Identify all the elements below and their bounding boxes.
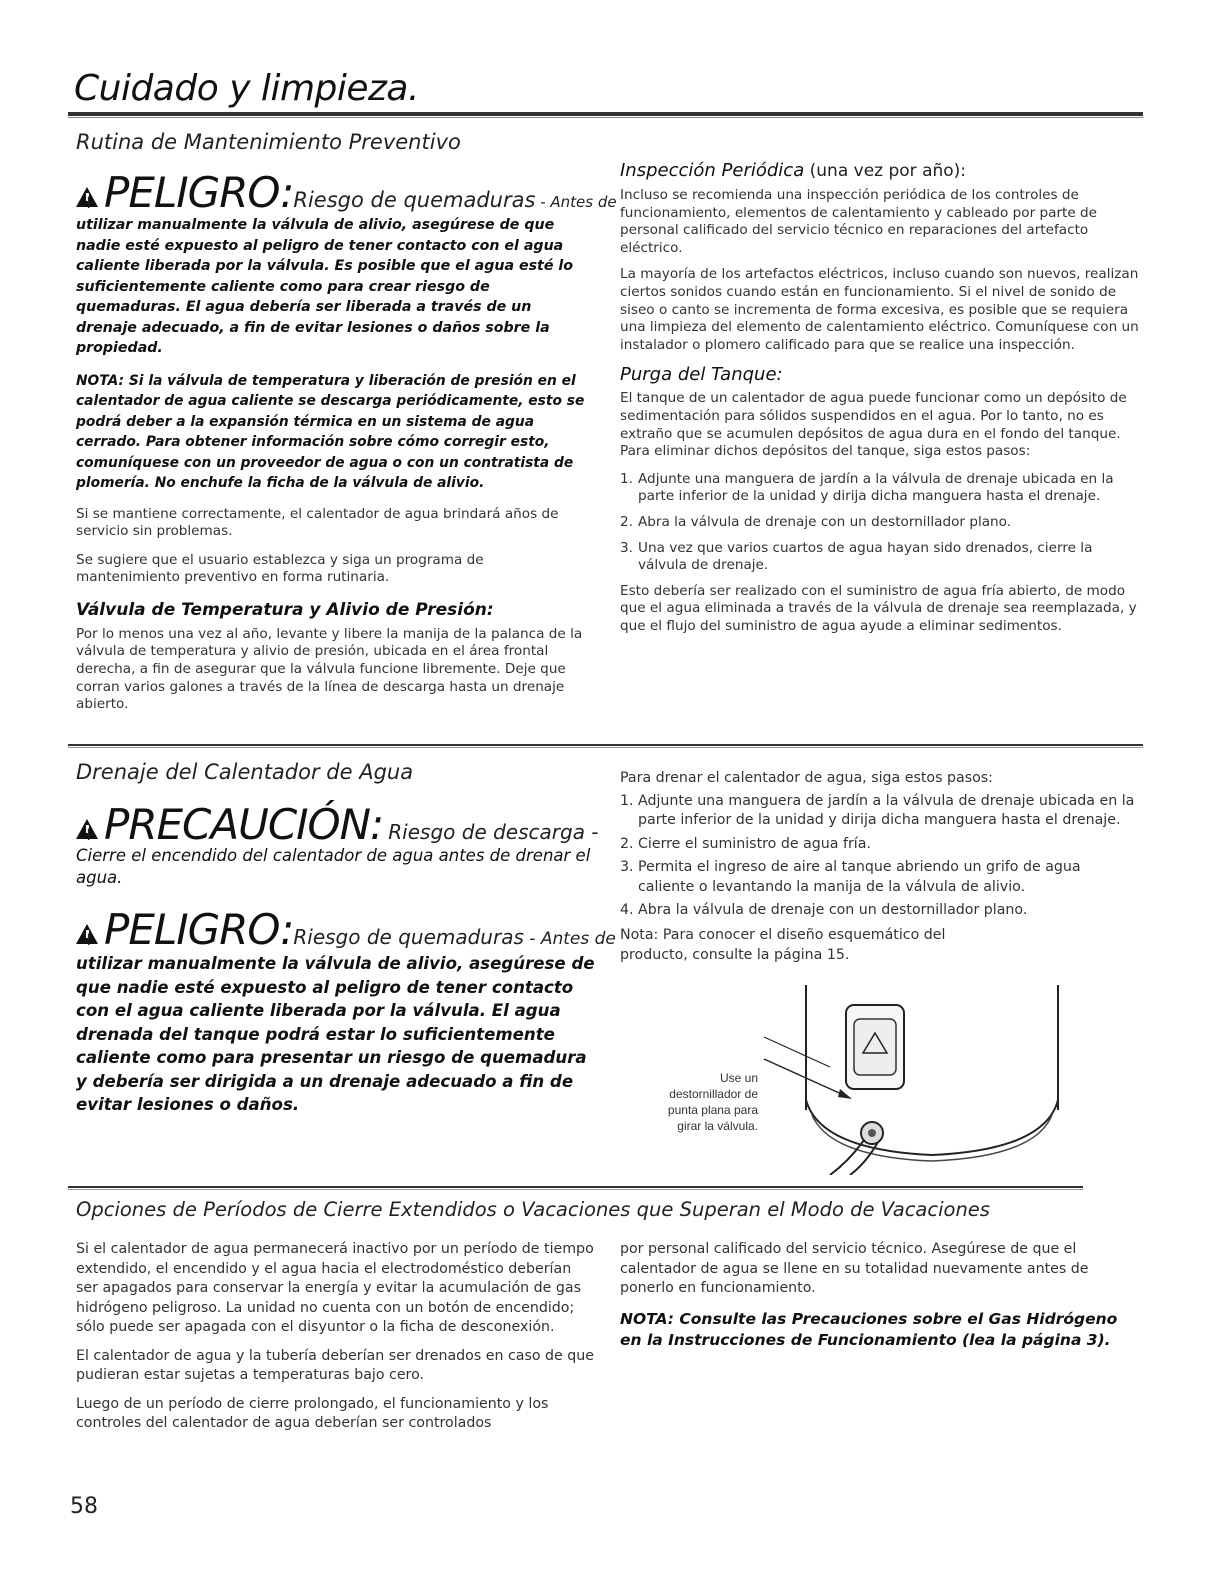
purge-step: 2. Abra la válvula de drenaje con un destornillador plano. bbox=[620, 513, 1012, 530]
purge-heading: Purga del Tanque: bbox=[620, 364, 783, 386]
drain-intro: Para drenar el calentador de agua, siga estos pasos: bbox=[620, 770, 993, 786]
danger-word: PELIGRO: bbox=[104, 168, 294, 217]
purge-step: 1. Adjunte una manguera de jardín a la válvula de drenaje ubicada en la parte inferior de la unidad y dirija dicha manguera hasta el drenaje. bbox=[620, 470, 1114, 505]
purge-body: El tanque de un calentador de agua puede funcionar como un depósito de sedimentación para sólidos suspendidos en el agua. Por lo tanto, no es extraño que se acumulen depósitos de agua dura en el fondo del tanque. Para eliminar dichos depósitos del tanque, siga estos pasos: bbox=[620, 390, 1127, 460]
maintenance-para2: Se sugiere que el usuario establezca y siga un programa de mantenimiento preventivo en forma rutinaria. bbox=[76, 551, 484, 586]
danger-warning bbox=[76, 168, 617, 359]
inspection-heading-row bbox=[620, 160, 1140, 181]
drain-step: 3. Permita el ingreso de aire al tanque abriendo un grifo de agua caliente o levantando la manija de la válvula de alivio. bbox=[620, 859, 1081, 895]
caution-body: Cierre el encendido del calentador de agua antes de drenar el agua. bbox=[76, 846, 591, 887]
vacation-para3: Luego de un período de cierre prolongado, el funcionamiento y los controles del calentador de agua deberían ser controlados bbox=[76, 1395, 549, 1431]
inspection-heading: Inspección Periódica bbox=[620, 160, 805, 181]
section-divider-thin bbox=[68, 1189, 1083, 1190]
page-number: 58 bbox=[70, 1494, 98, 1519]
drain-step: 2. Cierre el suministro de agua fría. bbox=[620, 835, 871, 852]
vacation-note: NOTA: Consulte las Precauciones sobre el Gas Hidrógeno en la Instrucciones de Funcionamiento (lea la página 3). bbox=[620, 1309, 1118, 1349]
title-rule bbox=[68, 112, 1143, 116]
vacation-para1: Si el calentador de agua permanecerá inactivo por un período de tiempo extendido, el encendido y el agua hacia el electrodoméstico deberían ser apagados para conservar la energía y evitar la acumulación de gas hidrógeno peligroso. La unidad no cuenta con un botón de encendido; sólo puede ser apagada con el disyuntor o la ficha de desconexión. bbox=[76, 1241, 594, 1335]
caution-risk: Riesgo de descarga - bbox=[388, 820, 599, 844]
maintenance-para1: Si se mantiene correctamente, el calentador de agua brindará años de servicio sin problemas. bbox=[76, 505, 559, 540]
warning-triangle-icon: ! bbox=[76, 819, 98, 839]
danger-body: utilizar manualmente la válvula de alivio, asegúrese de que nadie esté expuesto al peligro de tener contacto con el agua caliente liberada por la válvula. Es posible que el agua esté lo suficientemente caliente como para crear riesgo de quemaduras. El agua debería ser liberada a través de un drenaje adecuado, a fin de evitar lesiones o daños sobre la propiedad. bbox=[76, 217, 574, 356]
vacation-left bbox=[76, 1240, 596, 1434]
drain-section bbox=[76, 760, 616, 1117]
drain-danger-risk: Riesgo de quemaduras bbox=[293, 925, 524, 949]
vacation-right bbox=[620, 1240, 1140, 1351]
drain-danger-body: utilizar manualmente la válvula de alivio, asegúrese de que nadie esté expuesto al peligro de tener contacto con el agua caliente liberada por la válvula. El agua drenada del tanque podrá estar lo suficientemente caliente como para presentar un riesgo de quemadura y debería ser dirigida a un drenaje adecuado a fin de evitar lesiones o daños. bbox=[76, 954, 595, 1114]
drain-steps bbox=[620, 792, 1140, 921]
drain-danger-lead: - Antes de bbox=[523, 929, 616, 949]
water-heater-illustration bbox=[760, 985, 1080, 1175]
valve-body: Por lo menos una vez al año, levante y libere la manija de la palanca de la válvula de temperatura y alivio de presión, ubicada en el área frontal derecha, a fin de asegurar que la válvula funcione libremente. Deje que corran varios galones a través de la línea de descarga hasta un drenaje abierto. bbox=[76, 625, 583, 713]
inspection-heading-suffix: (una vez por año): bbox=[804, 161, 967, 181]
caution-warning bbox=[76, 800, 599, 889]
inspection-body1: Incluso se recomienda una inspección periódica de los controles de funcionamiento, elementos de calentamiento y cableado por parte de personal calificado del servicio técnico en reparaciones del artefacto eléctrico. bbox=[620, 187, 1098, 256]
page-title: Cuidado y limpieza. bbox=[74, 68, 419, 109]
figure-caption: Use un destornillador de punta plana para girar la válvula. bbox=[667, 1071, 758, 1133]
section-divider bbox=[68, 1186, 1083, 1188]
danger-risk: Riesgo de quemaduras bbox=[293, 188, 536, 212]
purge-steps bbox=[620, 471, 1140, 575]
inspection-section bbox=[620, 160, 1140, 635]
drain-step: 4. Abra la válvula de drenaje con un destornillador plano. bbox=[620, 902, 1028, 918]
drain-heading: Drenaje del Calentador de Agua bbox=[76, 760, 414, 784]
drain-step: 1. Adjunte una manguera de jardín a la válvula de drenaje ubicada en la parte inferior de la unidad y dirija dicha manguera hasta el drenaje. bbox=[620, 792, 1135, 828]
purge-footer: Esto debería ser realizado con el suministro de agua fría abierto, de modo que el agua eliminada a través de la válvula de drenaje sea reemplazada, y que el flujo del suministro de agua ayude a eliminar sedimentos. bbox=[620, 582, 1137, 634]
section-divider-thin bbox=[68, 747, 1143, 748]
drain-note: Nota: Para conocer el diseño esquemático del producto, consulte la página 15. bbox=[620, 926, 946, 963]
maintenance-note: NOTA: Si la válvula de temperatura y liberación de presión en el calentador de agua caliente se descarga periódicamente, esto se podrá deber a la expansión térmica en un sistema de agua cerrado. Para obtener información sobre cómo corregir esto, comuníquese con un proveedor de agua o con un contratista de plomería. No enchufe la ficha de la válvula de alivio. bbox=[76, 372, 585, 491]
caution-word: PRECAUCIÓN: bbox=[104, 800, 384, 849]
purge-step: 3. Una vez que varios cuartos de agua hayan sido drenados, cierre la válvula de drenaje. bbox=[620, 539, 1093, 574]
drain-danger-word: PELIGRO: bbox=[104, 905, 294, 954]
vacation-para2: El calentador de agua y la tubería deberían ser drenados en caso de que pudieran estar sujetas a temperaturas bajo cero. bbox=[76, 1347, 595, 1383]
title-rule-thin bbox=[68, 117, 1143, 118]
maintenance-heading: Rutina de Mantenimiento Preventivo bbox=[76, 130, 461, 154]
vacation-para4: por personal calificado del servicio técnico. Asegúrese de que el calentador de agua se llene en su totalidad nuevamente antes de ponerlo en funcionamiento. bbox=[620, 1241, 1089, 1296]
section-divider bbox=[68, 744, 1143, 746]
maintenance-section bbox=[76, 130, 617, 714]
drain-danger-warning bbox=[76, 905, 616, 1117]
warning-triangle-icon: ! bbox=[76, 187, 98, 207]
vacation-heading: Opciones de Períodos de Cierre Extendidos o Vacaciones que Superan el Modo de Vacaciones bbox=[76, 1198, 990, 1221]
warning-triangle-icon: ! bbox=[76, 924, 98, 944]
valve-heading: Válvula de Temperatura y Alivio de Presión: bbox=[76, 599, 494, 620]
inspection-body2: La mayoría de los artefactos eléctricos, incluso cuando son nuevos, realizan ciertos sonidos cuando están en funcionamiento. Si el nivel de sonido de siseo o canto se incrementa de forma excesiva, es posible que se requiera una limpieza del elemento de calentamiento eléctrico. Comuníquese con un instalador o plomero calificado para que se realice una inspección. bbox=[620, 266, 1139, 353]
drain-steps-section bbox=[620, 768, 1140, 966]
danger-lead: - Antes de bbox=[535, 193, 617, 211]
